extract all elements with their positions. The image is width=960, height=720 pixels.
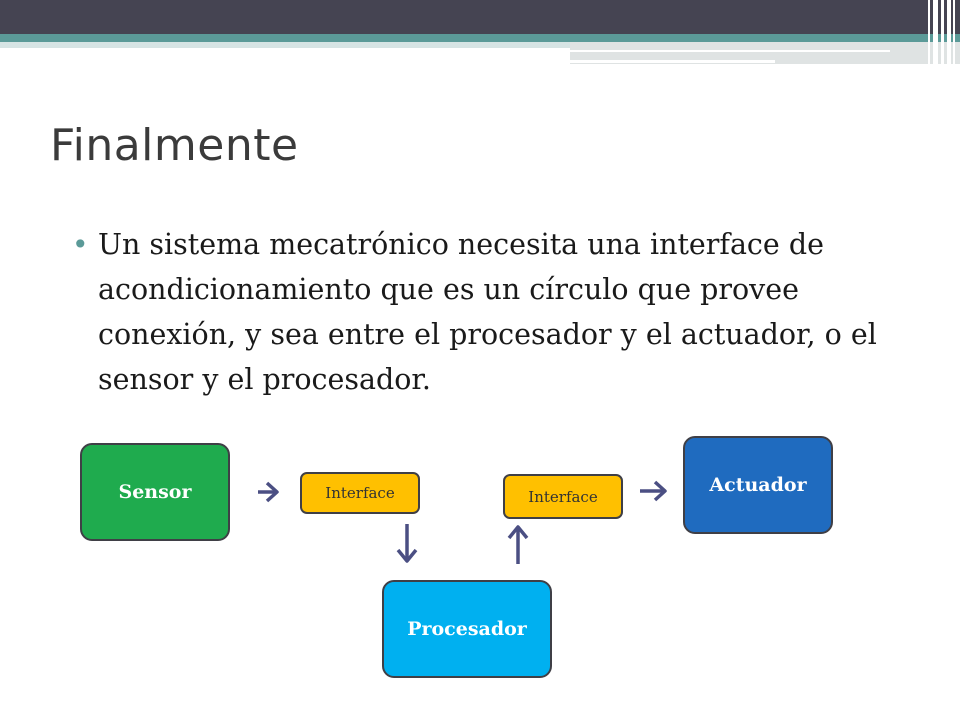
interface-box-2 — [503, 474, 623, 519]
arrow-right-icon — [258, 483, 277, 501]
interface-label: Interface — [325, 484, 395, 502]
sensor-label: Sensor — [118, 481, 192, 503]
actuador-box — [683, 436, 833, 534]
interface-box-1 — [300, 472, 420, 514]
arrow-up-icon — [509, 527, 527, 564]
arrow-down-icon — [398, 524, 416, 561]
actuador-label: Actuador — [709, 474, 807, 496]
sensor-box — [80, 443, 230, 541]
procesador-label: Procesador — [407, 618, 527, 640]
bullet-text: Un sistema mecatrónico necesita una interface de acondicionamiento que es un círculo que provee conexión, y sea entre el procesador y el actuador, o el sensor y el procesador. — [98, 228, 877, 396]
interface-label: Interface — [528, 487, 598, 506]
slide-title: Finalmente — [50, 120, 299, 171]
bullet-dot-icon: • — [72, 228, 89, 261]
procesador-box — [382, 580, 552, 678]
arrow-right-icon — [640, 482, 665, 500]
